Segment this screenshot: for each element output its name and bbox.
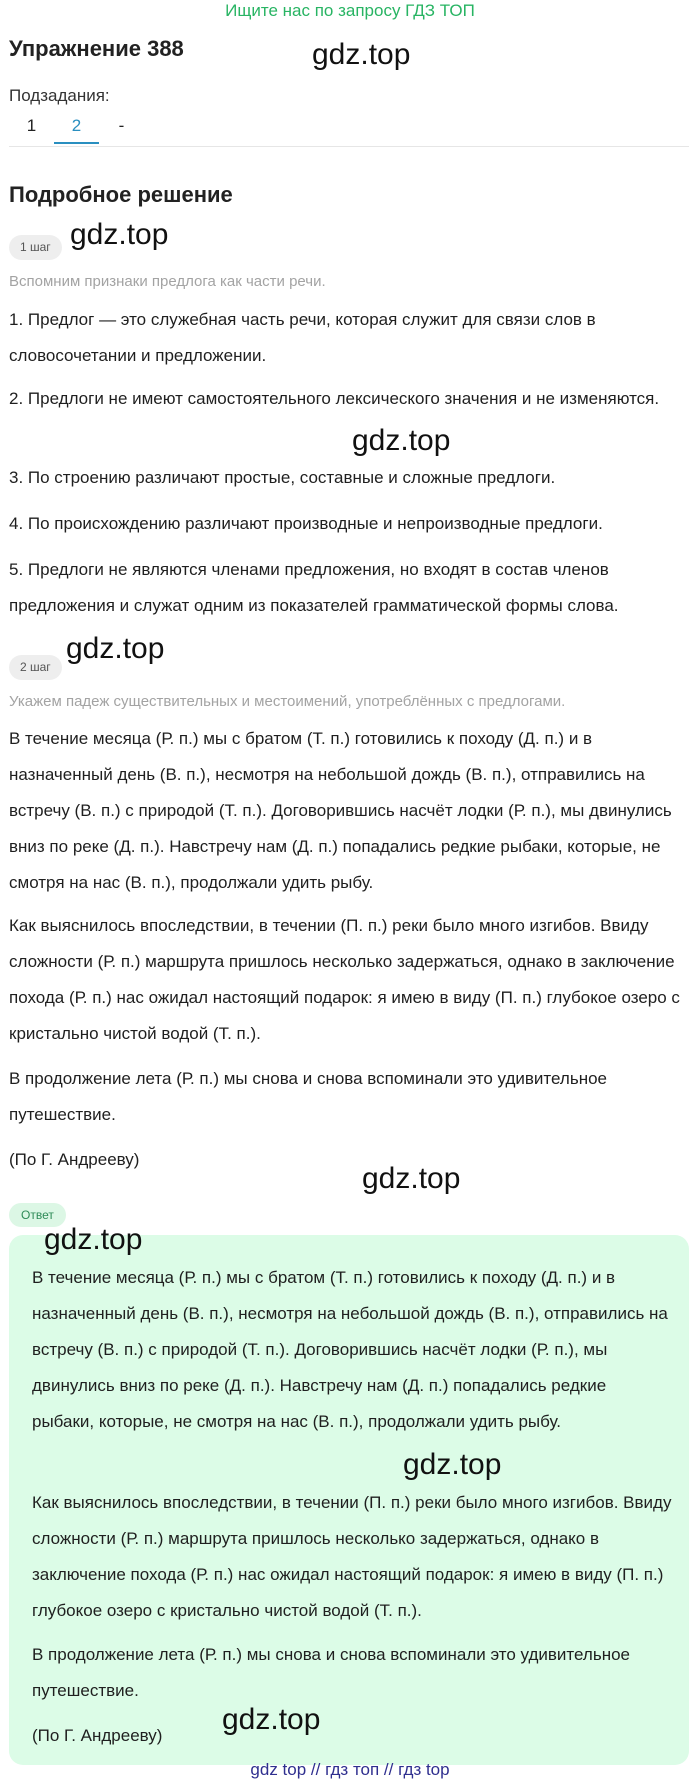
step-badge-2: 2 шаг bbox=[9, 655, 62, 680]
paragraph: (По Г. Андрееву) bbox=[9, 1150, 140, 1169]
answer-paragraph: В продолжение лета (Р. п.) мы снова и снова вспоминали это удивительное путешествие. bbox=[32, 1645, 630, 1700]
answer-paragraph: (По Г. Андрееву) bbox=[32, 1726, 163, 1745]
answer-paragraph: Как выяснилось впоследствии, в течении (П. п.) реки было много изгибов. Ввиду сложности (Р. п.) маршрута пришлось несколько задержаться, однако в заключение похода (Р. п.) нас ожидал настоящий подарок: я имею в виду (П. п.) глубокое озеро с кристально чистой водой (Т. п.). bbox=[32, 1493, 672, 1620]
watermark: gdz.top bbox=[312, 38, 411, 71]
paragraph: 2. Предлоги не имеют самостоятельного лексического значения и не изменяются. bbox=[9, 389, 660, 408]
step-badge-1: 1 шаг bbox=[9, 235, 62, 260]
paragraph: 1. Предлог — это служебная часть речи, которая служит для связи слов в словосочетании и предложении. bbox=[9, 310, 596, 365]
paragraph: Как выяснилось впоследствии, в течении (П. п.) реки было много изгибов. Ввиду сложности (Р. п.) маршрута пришлось несколько задержаться, однако в заключение похода (Р. п.) нас ожидал настоящий подарок: я имею в виду (П. п.) глубокое озеро с кристально чистой водой (Т. п.). bbox=[9, 916, 680, 1043]
watermark: gdz.top bbox=[44, 1223, 143, 1256]
footer-links[interactable]: gdz top // гдз топ // гдз top bbox=[250, 1760, 450, 1779]
tab-subtask-1[interactable]: 1 bbox=[26, 116, 37, 135]
answer-paragraph: В течение месяца (Р. п.) мы с братом (Т. п.) готовились к походу (Д. п.) и в назначенный день (В. п.), несмотря на небольшой дождь (В. п.), отправились на встречу (В. п.) с природой (Т. п.). Договорившись насчёт лодки (Р. п.), мы двинулись вниз по реке (Д. п.). Навстречу нам (Д. п.) попадались редкие рыбаки, которые, не смотря на нас (В. п.), продолжали удить рыбу. bbox=[32, 1268, 668, 1431]
paragraph: 5. Предлоги не являются членами предложения, но входят в состав членов предложения и служат одним из показателей грамматической формы слова. bbox=[9, 560, 619, 615]
subtask-tabs bbox=[9, 112, 144, 144]
watermark: gdz.top bbox=[403, 1448, 502, 1481]
watermark: gdz.top bbox=[70, 218, 169, 251]
tab-subtask-dash[interactable]: - bbox=[118, 116, 125, 135]
paragraph: В течение месяца (Р. п.) мы с братом (Т. п.) готовились к походу (Д. п.) и в назначенный день (В. п.), несмотря на небольшой дождь (В. п.), отправились на встречу (В. п.) с природой (Т. п.). Договорившись насчёт лодки (Р. п.), мы двинулись вниз по реке (Д. п.). Навстречу нам (Д. п.) попадались редкие рыбаки, которые, не смотря на нас (В. п.), продолжали удить рыбу. bbox=[9, 729, 672, 892]
search-banner: Ищите нас по запросу ГДЗ ТОП bbox=[225, 1, 475, 20]
divider bbox=[9, 146, 689, 147]
watermark: gdz.top bbox=[352, 424, 451, 457]
tab-subtask-2[interactable]: 2 bbox=[54, 112, 99, 144]
answer-badge: Ответ bbox=[9, 1203, 66, 1227]
section-title: Подробное решение bbox=[9, 182, 233, 207]
step-hint-1: Вспомним признаки предлога как части речи. bbox=[9, 273, 326, 290]
watermark: gdz.top bbox=[362, 1162, 461, 1195]
watermark: gdz.top bbox=[222, 1703, 321, 1736]
subtasks-label: Подзадания: bbox=[9, 86, 110, 105]
paragraph: 4. По происхождению различают производные и непроизводные предлоги. bbox=[9, 514, 603, 533]
paragraph: 3. По строению различают простые, составные и сложные предлоги. bbox=[9, 468, 556, 487]
paragraph: В продолжение лета (Р. п.) мы снова и снова вспоминали это удивительное путешествие. bbox=[9, 1069, 607, 1124]
watermark: gdz.top bbox=[66, 632, 165, 665]
step-hint-2: Укажем падеж существительных и местоимений, употреблённых с предлогами. bbox=[9, 693, 566, 710]
page-title: Упражнение 388 bbox=[9, 36, 184, 61]
